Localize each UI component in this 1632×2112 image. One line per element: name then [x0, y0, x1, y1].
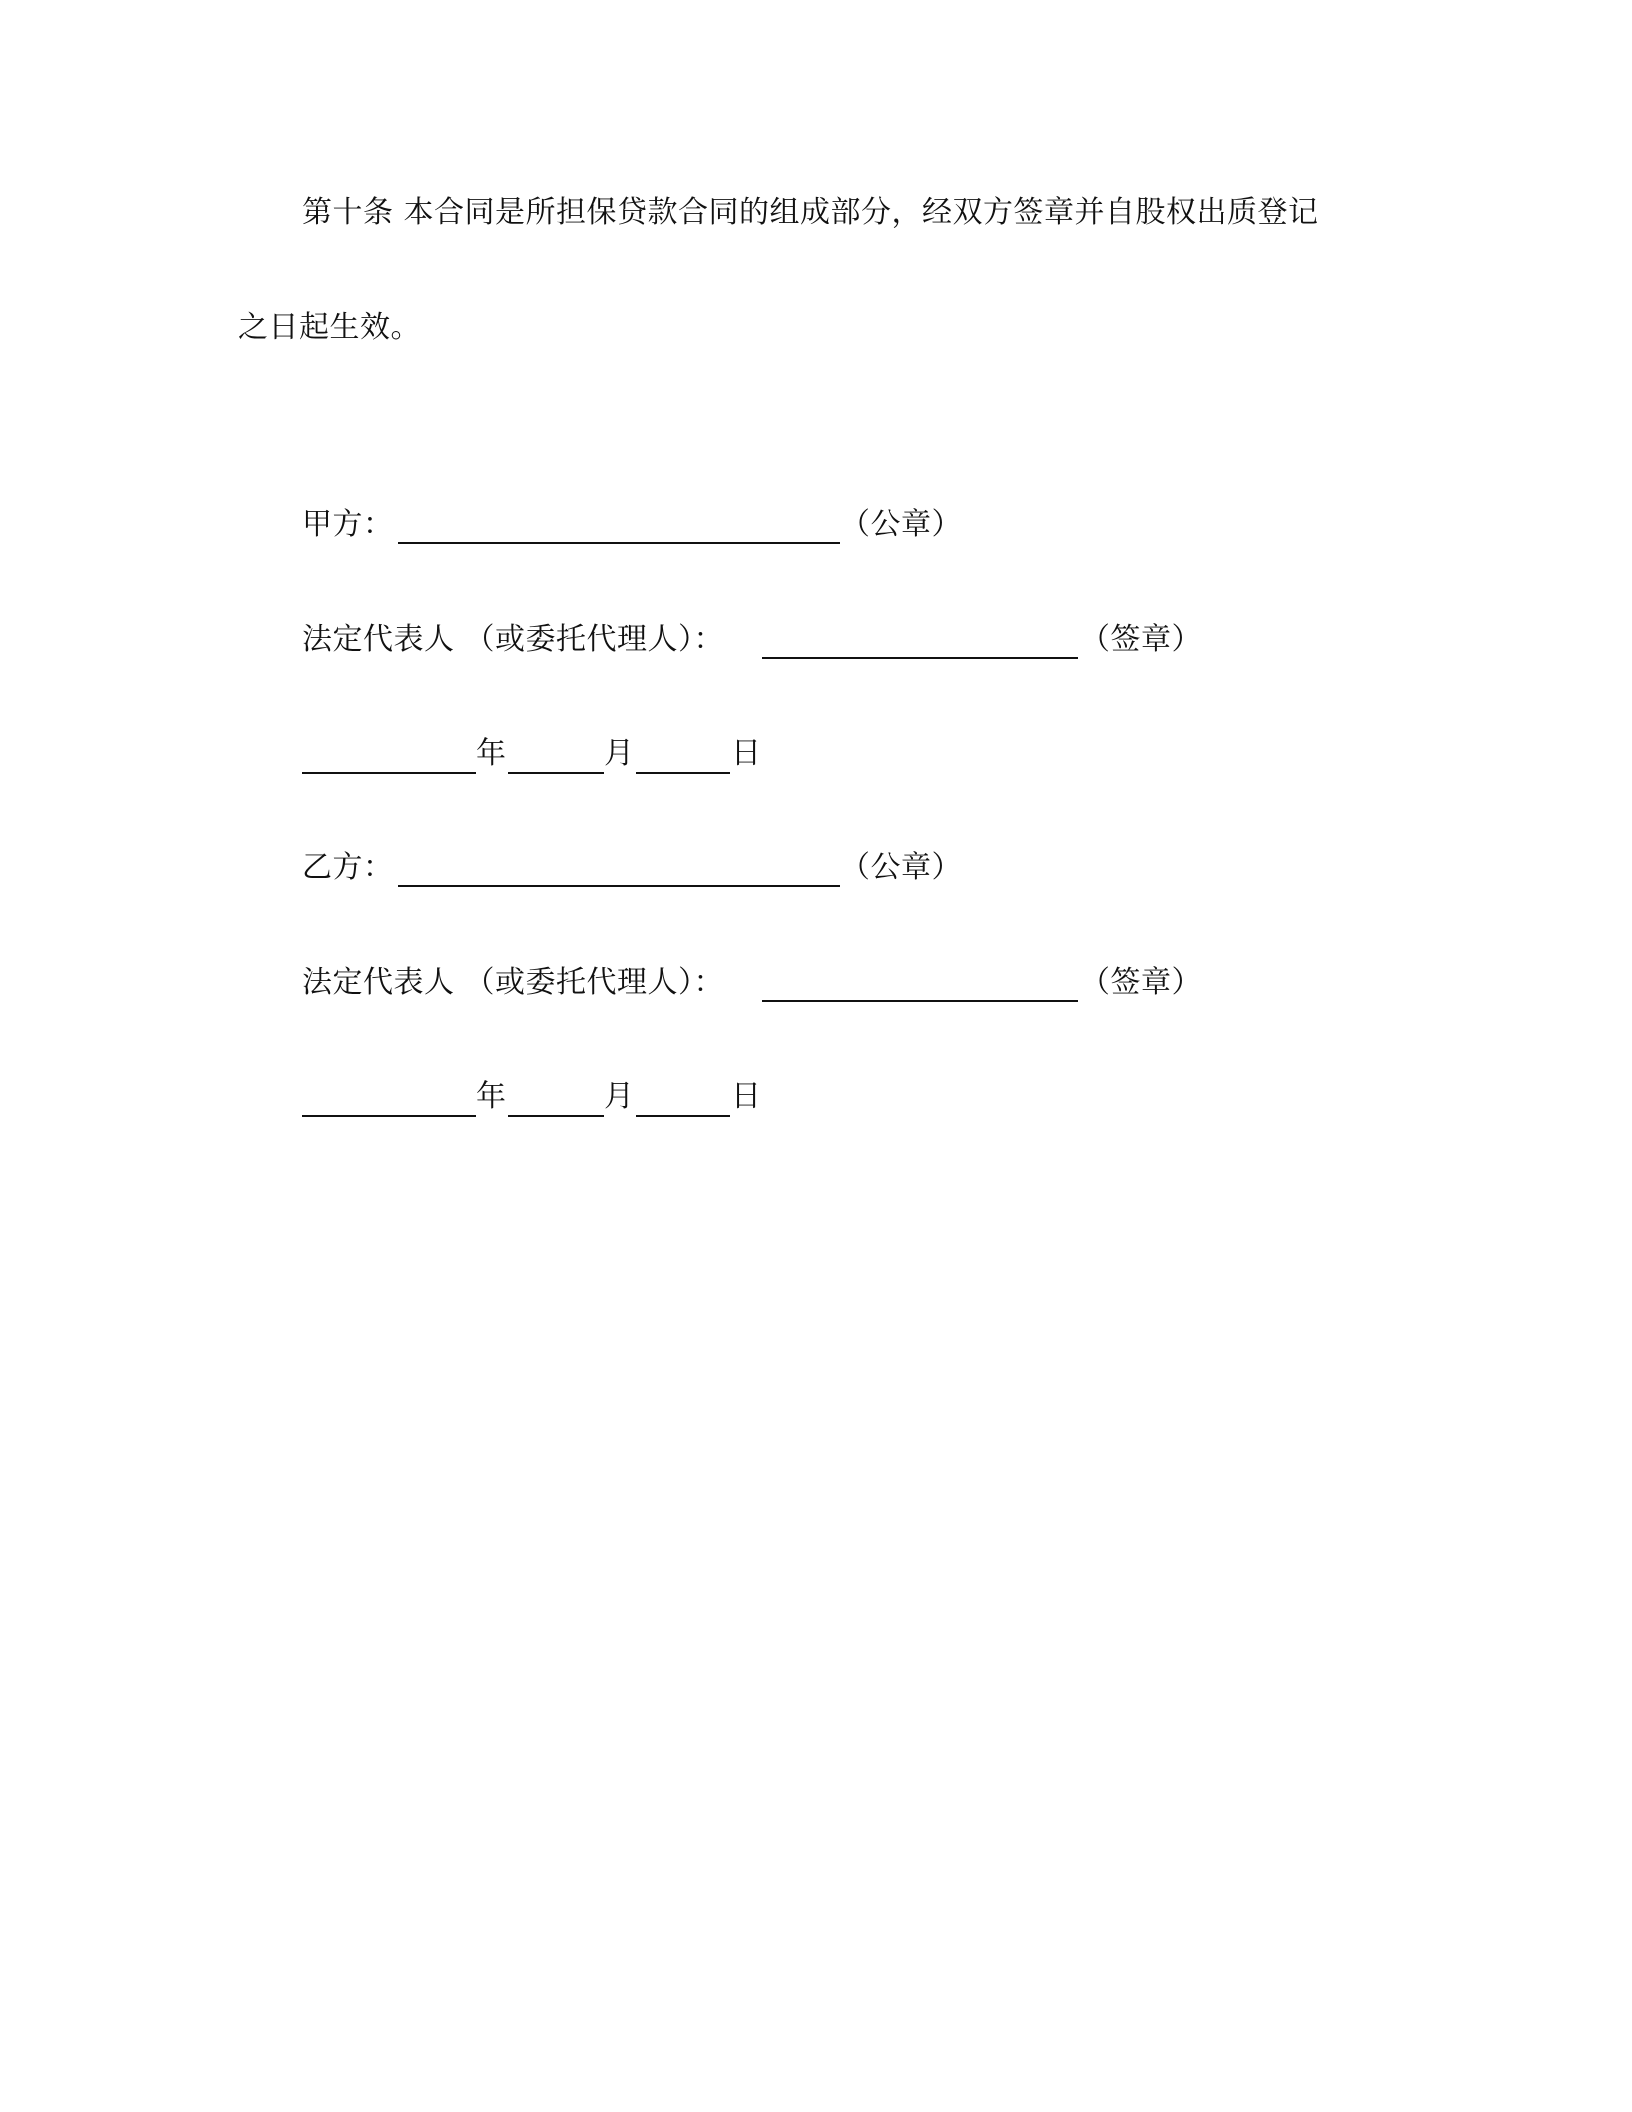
party-a-month-blank[interactable] — [508, 772, 604, 774]
party-b-rep-blank[interactable] — [762, 1000, 1078, 1002]
party-a-day-blank[interactable] — [636, 772, 730, 774]
party-a-name-blank[interactable] — [398, 542, 840, 544]
clause-line-1: 第十条 本合同是所担保贷款合同的组成部分，经双方签章并自股权出质登记 — [302, 195, 1319, 230]
party-a-month-label: 月 — [604, 736, 635, 771]
party-a-rep-label: 法定代表人 （或委托代理人）： — [302, 622, 725, 657]
party-b-year-blank[interactable] — [302, 1115, 476, 1117]
party-b-rep-label: 法定代表人 （或委托代理人）： — [302, 965, 725, 1000]
party-b-label: 乙方： — [302, 850, 394, 885]
party-b-day-blank[interactable] — [636, 1115, 730, 1117]
party-a-year-blank[interactable] — [302, 772, 476, 774]
party-a-label: 甲方： — [302, 507, 394, 542]
party-b-month-label: 月 — [604, 1079, 635, 1114]
party-b-name-blank[interactable] — [398, 885, 840, 887]
party-b-rep-seal-note: （签章） — [1080, 965, 1202, 1000]
party-a-seal-note: （公章） — [840, 507, 962, 542]
party-a-day-label: 日 — [731, 736, 762, 771]
party-b-year-label: 年 — [476, 1079, 507, 1114]
party-b-day-label: 日 — [731, 1079, 762, 1114]
party-a-year-label: 年 — [476, 736, 507, 771]
clause-line-2: 之日起生效。 — [238, 310, 421, 345]
party-a-rep-seal-note: （签章） — [1080, 622, 1202, 657]
party-b-seal-note: （公章） — [840, 850, 962, 885]
party-a-rep-blank[interactable] — [762, 657, 1078, 659]
party-b-month-blank[interactable] — [508, 1115, 604, 1117]
